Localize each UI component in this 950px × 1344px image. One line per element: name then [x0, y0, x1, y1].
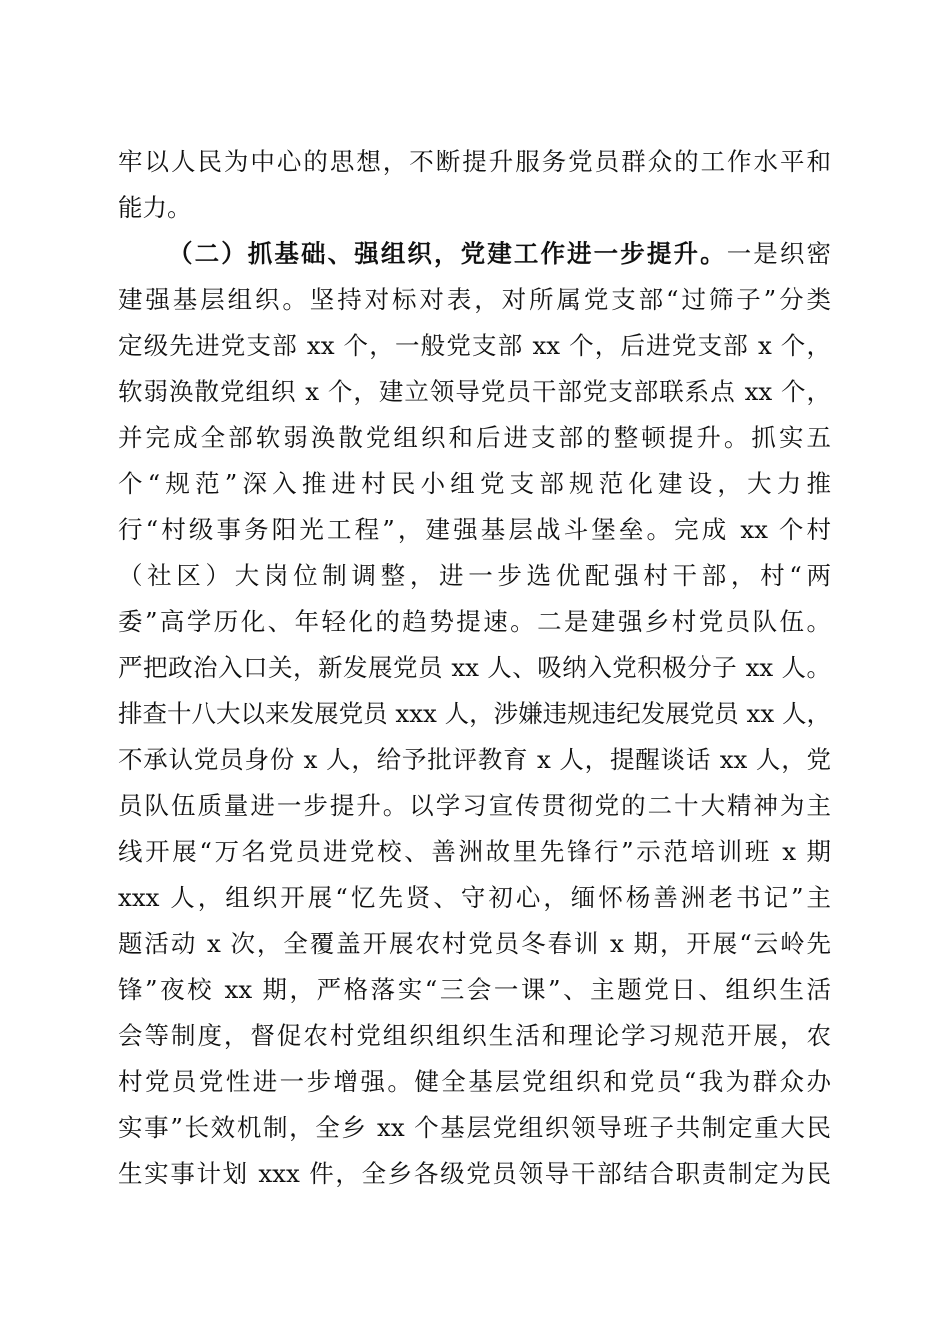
- paragraph-line: 会等制度，督促农村党组织组织生活和理论学习规范开展，农: [118, 1021, 831, 1050]
- paragraph-line: 行“村级事务阳光工程”，建强基层战斗堡垒。完成 xx 个村: [118, 515, 831, 544]
- paragraph-line: 牢以人民为中心的思想，不断提升服务党员群众的工作水平和: [118, 147, 831, 176]
- paragraph-line: 不承认党员身份 x 人，给予批评教育 x 人，提醒谈话 xx 人，党: [118, 745, 831, 774]
- paragraph-text: 一是织密: [726, 239, 831, 268]
- paragraph-line: 线开展“万名党员进党校、善洲故里先锋行”示范培训班 x 期: [118, 837, 831, 866]
- paragraph-line: 严把政治入口关，新发展党员 xx 人、吸纳入党积极分子 xx 人。: [118, 653, 831, 682]
- paragraph-line: 村党员党性进一步增强。健全基层党组织和党员“我为群众办: [118, 1067, 831, 1096]
- paragraph-line: 员队伍质量进一步提升。以学习宣传贯彻党的二十大精神为主: [118, 791, 831, 820]
- paragraph-line: 能力。: [118, 193, 192, 222]
- paragraph-line: 锋”夜校 xx 期，严格落实“三会一课”、主题党日、组织生活: [118, 975, 831, 1004]
- paragraph-line: 软弱涣散党组织 x 个，建立领导党员干部党支部联系点 xx 个，: [118, 377, 831, 406]
- paragraph-line: 个“规范”深入推进村民小组党支部规范化建设，大力推: [118, 469, 831, 498]
- paragraph-line: 排查十八大以来发展党员 xxx 人，涉嫌违规违纪发展党员 xx 人，: [118, 699, 831, 728]
- section-heading-line: [168, 233, 831, 275]
- section-heading: （二）抓基础、强组织，党建工作进一步提升。: [168, 239, 727, 268]
- paragraph-line: 题活动 x 次，全覆盖开展农村党员冬春训 x 期，开展“云岭先: [118, 929, 831, 958]
- paragraph-line: 定级先进党支部 xx 个，一般党支部 xx 个，后进党支部 x 个，: [118, 331, 831, 360]
- paragraph-line: 生实事计划 xxx 件，全乡各级党员领导干部结合职责制定为民: [118, 1159, 831, 1188]
- paragraph-line: （社区）大岗位制调整，进一步选优配强村干部，村“两: [118, 561, 831, 590]
- paragraph-line: xxx 人，组织开展“忆先贤、守初心，缅怀杨善洲老书记”主: [118, 883, 831, 912]
- paragraph-line: 实事”长效机制，全乡 xx 个基层党组织领导班子共制定重大民: [118, 1113, 831, 1142]
- paragraph-line: 委”高学历化、年轻化的趋势提速。二是建强乡村党员队伍。: [118, 607, 831, 636]
- paragraph-line: 建强基层组织。坚持对标对表，对所属党支部“过筛子”分类: [118, 285, 831, 314]
- paragraph-line: 并完成全部软弱涣散党组织和后进支部的整顿提升。抓实五: [118, 423, 831, 452]
